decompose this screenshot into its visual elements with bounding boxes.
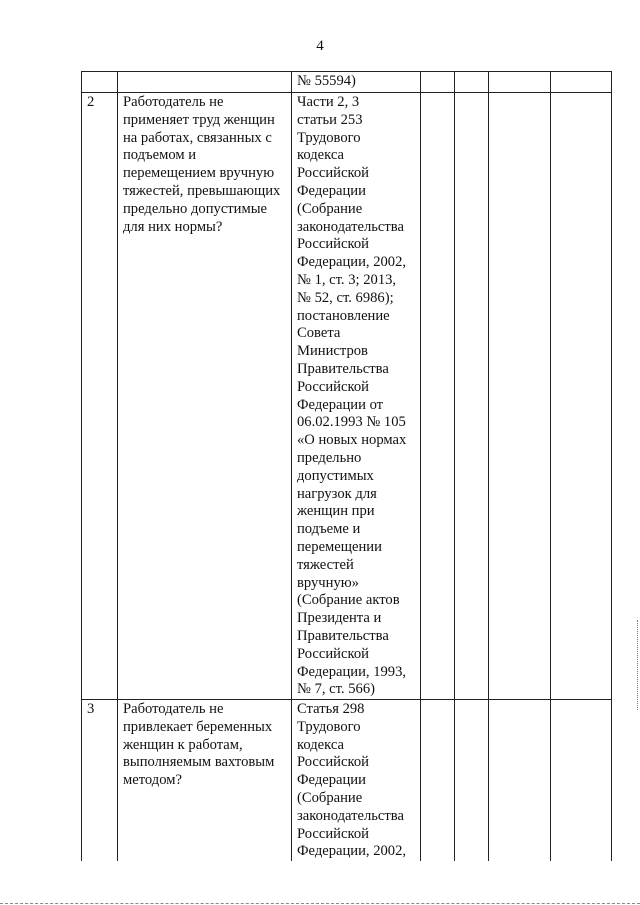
row-number-cell: 2 <box>82 93 118 700</box>
notes-cell <box>551 72 612 93</box>
notes-cell <box>551 700 612 862</box>
answer-yes-cell <box>421 72 455 93</box>
table-row <box>82 72 612 93</box>
scan-edge-mark <box>636 620 638 710</box>
answer-na-cell <box>489 93 551 700</box>
legal-reference-cell: Статья 298 Трудового кодекса Российской Федерации (Собрание законодательства Российской Федерации, 2002, <box>292 700 421 862</box>
row-number-cell <box>82 72 118 93</box>
row-number-cell: 3 <box>82 700 118 862</box>
question-cell <box>118 72 292 93</box>
legal-reference-cell: № 55594) <box>292 72 421 93</box>
page-number: 4 <box>316 38 324 54</box>
answer-na-cell <box>489 700 551 862</box>
answer-no-cell <box>455 72 489 93</box>
answer-no-cell <box>455 700 489 862</box>
answer-no-cell <box>455 93 489 700</box>
question-cell: Работодатель не привлекает беременных женщин к работам, выполняемым вахтовым методом? <box>118 700 292 862</box>
question-cell: Работодатель не применяет труд женщин на работах, связанных с подъемом и перемещением вручную тяжестей, превышающих предельно допустимые для них нормы? <box>118 93 292 700</box>
answer-yes-cell <box>421 700 455 862</box>
scan-bottom-edge <box>0 903 640 904</box>
checklist-table <box>81 71 612 861</box>
table-row <box>82 93 612 700</box>
answer-yes-cell <box>421 93 455 700</box>
legal-reference-cell: Части 2, 3 статьи 253 Трудового кодекса Российской Федерации (Собрание законодательства Российской Федерации, 2002, № 1, ст. 3; 2013, № 52, ст. 6986); постановление Совета Министров Правительства Российской Федерации от 06.02.1993 № 105 «О новых нормах предельно допустимых нагрузок для женщин при подъеме и перемещении тяжестей вручную» (Собрание актов Президента и Правительства Российской Федерации, 1993, № 7, ст. 566) <box>292 93 421 700</box>
answer-na-cell <box>489 72 551 93</box>
table-row <box>82 700 612 862</box>
notes-cell <box>551 93 612 700</box>
